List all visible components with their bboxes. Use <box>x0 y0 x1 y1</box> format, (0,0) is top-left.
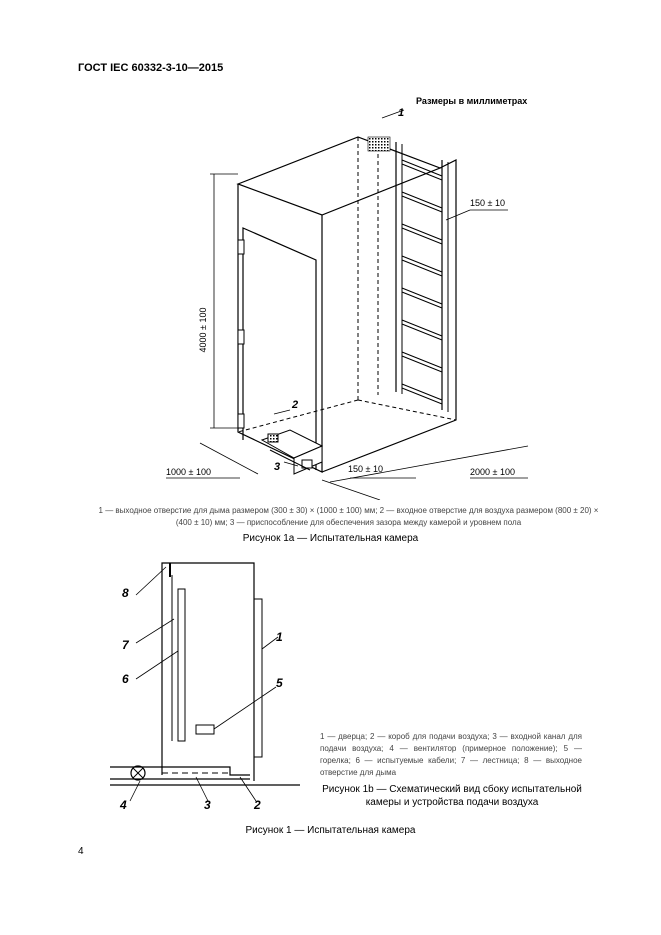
label-1b-2: 2 <box>254 798 261 812</box>
ladder-rung <box>402 384 442 404</box>
document-header: ГОСТ IEC 60332-3-10—2015 <box>78 62 224 74</box>
ladder-rung <box>402 288 442 308</box>
title-figure-1b: Рисунок 1b — Схематический вид сбоку испытательной камеры и устройства подачи воздуха <box>322 784 582 808</box>
ladder-rung <box>402 352 442 372</box>
label-1b-3: 3 <box>204 798 211 812</box>
dim-gap: 150 ± 10 <box>348 464 383 474</box>
dim-width: 1000 ± 100 <box>166 467 211 477</box>
label-1b-1: 1 <box>276 630 283 644</box>
label-1b-8: 8 <box>122 586 129 600</box>
ladder-rung <box>402 192 442 212</box>
caption-figure-1b: 1 — дверца; 2 — короб для подачи воздуха; 3 — входной канал для подачи воздуха; 4 — вентилятор (примерное положение); 5 — горелка; 6 — испытуемые кабели; 7 — лестница; 8 — выходное отверстие для дыма <box>320 732 582 777</box>
caption-figure-1a: 1 — выходное отверстие для дыма размером (300 ± 30) × (1000 ± 100) мм; 2 — входное отверстие для воздуха размером (800 ± 20) × (400 ± 10) мм; 3 — приспособление для обеспечения зазора между камерой и уровнем пола <box>98 506 599 527</box>
title-figure-1: Рисунок 1 — Испытательная камера <box>245 825 416 836</box>
title-figure-1a: Рисунок 1a — Испытательная камера <box>242 533 419 544</box>
page-number: 4 <box>78 846 84 857</box>
label-1a-2: 2 <box>292 399 299 411</box>
label-1a-1: 1 <box>398 107 405 119</box>
ladder-rung <box>402 256 442 276</box>
label-1b-6: 6 <box>122 672 129 686</box>
dim-top: 150 ± 10 <box>470 198 505 208</box>
label-1b-5: 5 <box>276 676 283 690</box>
label-1a-3: 3 <box>274 461 281 473</box>
label-1b-7: 7 <box>122 638 129 652</box>
ladder-rung <box>402 224 442 244</box>
figure-1b-side-view <box>0 545 320 825</box>
label-1b-4: 4 <box>120 798 127 812</box>
dim-height: 4000 ± 100 <box>198 307 208 353</box>
ladder-rung <box>402 320 442 340</box>
dim-depth: 2000 ± 100 <box>470 467 515 477</box>
units-note: Размеры в миллиметрах <box>416 96 528 106</box>
